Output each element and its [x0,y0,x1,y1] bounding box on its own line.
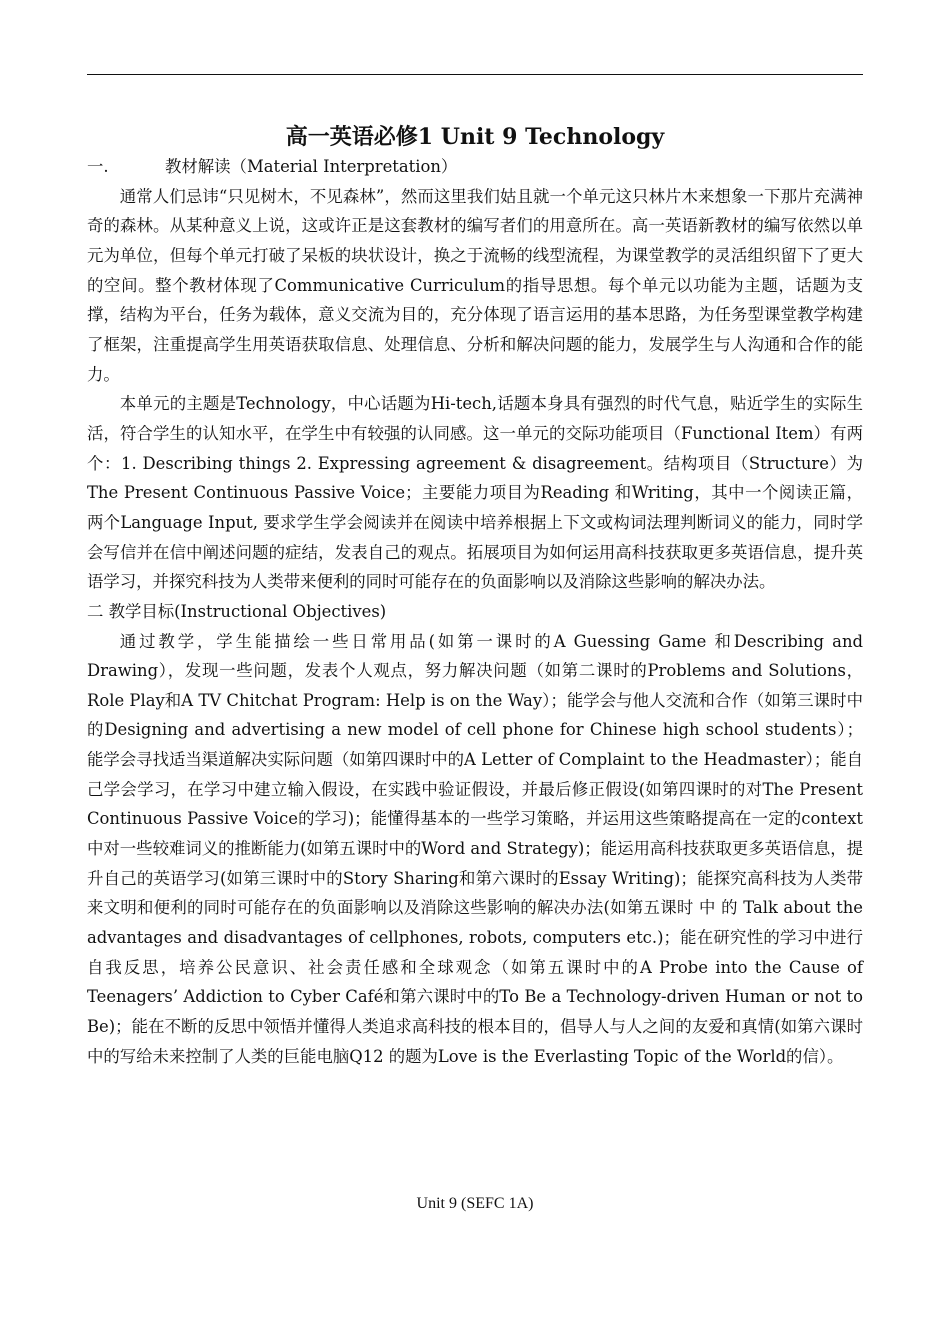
section-number-1: 一. [87,157,109,176]
section-heading-2: 二 教学目标(Instructional Objectives) [87,601,387,621]
document-body [87,152,863,1071]
section-heading-1 [87,152,863,182]
page-footer: Unit 9 (SEFC 1A) [416,1195,534,1212]
section-heading-1-text: 教材解读（Material Interpretation） [165,157,458,176]
document-title: 高一英语必修1 Unit 9 Technology [285,124,665,150]
paragraph-objectives: 通过教学，学生能描绘一些日常用品(如第一课时的A Guessing Game 和Describing and Drawing），发现一些问题，发表个人观点，努力解决问题（如第二课时的Problems and Solutions，Role Play和A TV Chitchat Program: Help is on the Way）；能学会与他人交流和合作（如第三课时中的Designing and advertising a new model of cell phone for Chinese high school students）；能学会寻找适当渠道解决实际问题（如第四课时中的A Letter of Complaint to the Headmaster）；能自己学会学习，在学习中建立输入假设，在实践中验证假设，并最后修正假设(如第四课时的对The Present Continuous Passive Voice的学习)；能懂得基本的一些学习策略，并运用这些策略提高在一定的context 中对一些较难词义的推断能力(如第五课时中的Word and Strategy)；能运用高科技获取更多英语信息，提升自己的英语学习(如第三课时中的Story Sharing和第六课时的Essay Writing)；能探究高科技为人类带来文明和便利的同时可能存在的负面影响以及消除这些影响的解决办法(如第五课时 中 的 Talk about the advantages and disadvantages of cellphones, robots, computers etc.)；能在研究性的学习中进行自我反思，培养公民意识、社会责任感和全球观念（如第五课时中的A Probe into the Cause of Teenagers’ Addiction to Cyber Café和第六课时中的To Be a Technology-driven Human or not to Be)；能在不断的反思中领悟并懂得人类追求高科技的根本目的，倡导人与人之间的友爱和真情(如第六课时中的写给未来控制了人类的巨能电脑Q12 的题为Love is the Everlasting Topic of the World的信）。 [87,631,863,1066]
paragraph-material-1: 通常人们忌讳“只见树木，不见森林”，然而这里我们姑且就一个单元这只林片木来想象一下那片充满神奇的森林。从某种意义上说，这或许正是这套教材的编写者们的用意所在。高一英语新教材的编写依然以单元为单位，但每个单元打破了呆板的块状设计，换之于流畅的线型流程，为课堂教学的灵活组织留下了更大的空间。整个教材体现了Communicative Curriculum的指导思想。每个单元以功能为主题，话题为支撑，结构为平台，任务为载体，意义交流为目的，充分体现了语言运用的基本思路，为任务型课堂教学构建了框架，注重提高学生用英语获取信息、处理信息、分析和解决问题的能力，发展学生与人沟通和合作的能力。 [87,186,863,384]
paragraph-material-2: 本单元的主题是Technology，中心话题为Hi-tech,话题本身具有强烈的时代气息，贴近学生的实际生活，符合学生的认知水平，在学生中有较强的认同感。这一单元的交际功能项目（Functional Item）有两个：1. Describing things 2. Expressing agreement & disagreement。结构项目（Structure）为The Present Continuous Passive Voice；主要能力项目为Reading 和Writing，其中一个阅读正篇，两个Language Input, 要求学生学会阅读并在阅读中培养根据上下文或构词法理判断词义的能力，同时学会写信并在信中阐述问题的症结，发表自己的观点。拓展项目为如何运用高科技获取更多英语信息，提升英语学习，并探究科技为人类带来便利的同时可能存在的负面影响以及消除这些影响的解决办法。 [87,394,863,592]
header-rule [87,74,863,75]
